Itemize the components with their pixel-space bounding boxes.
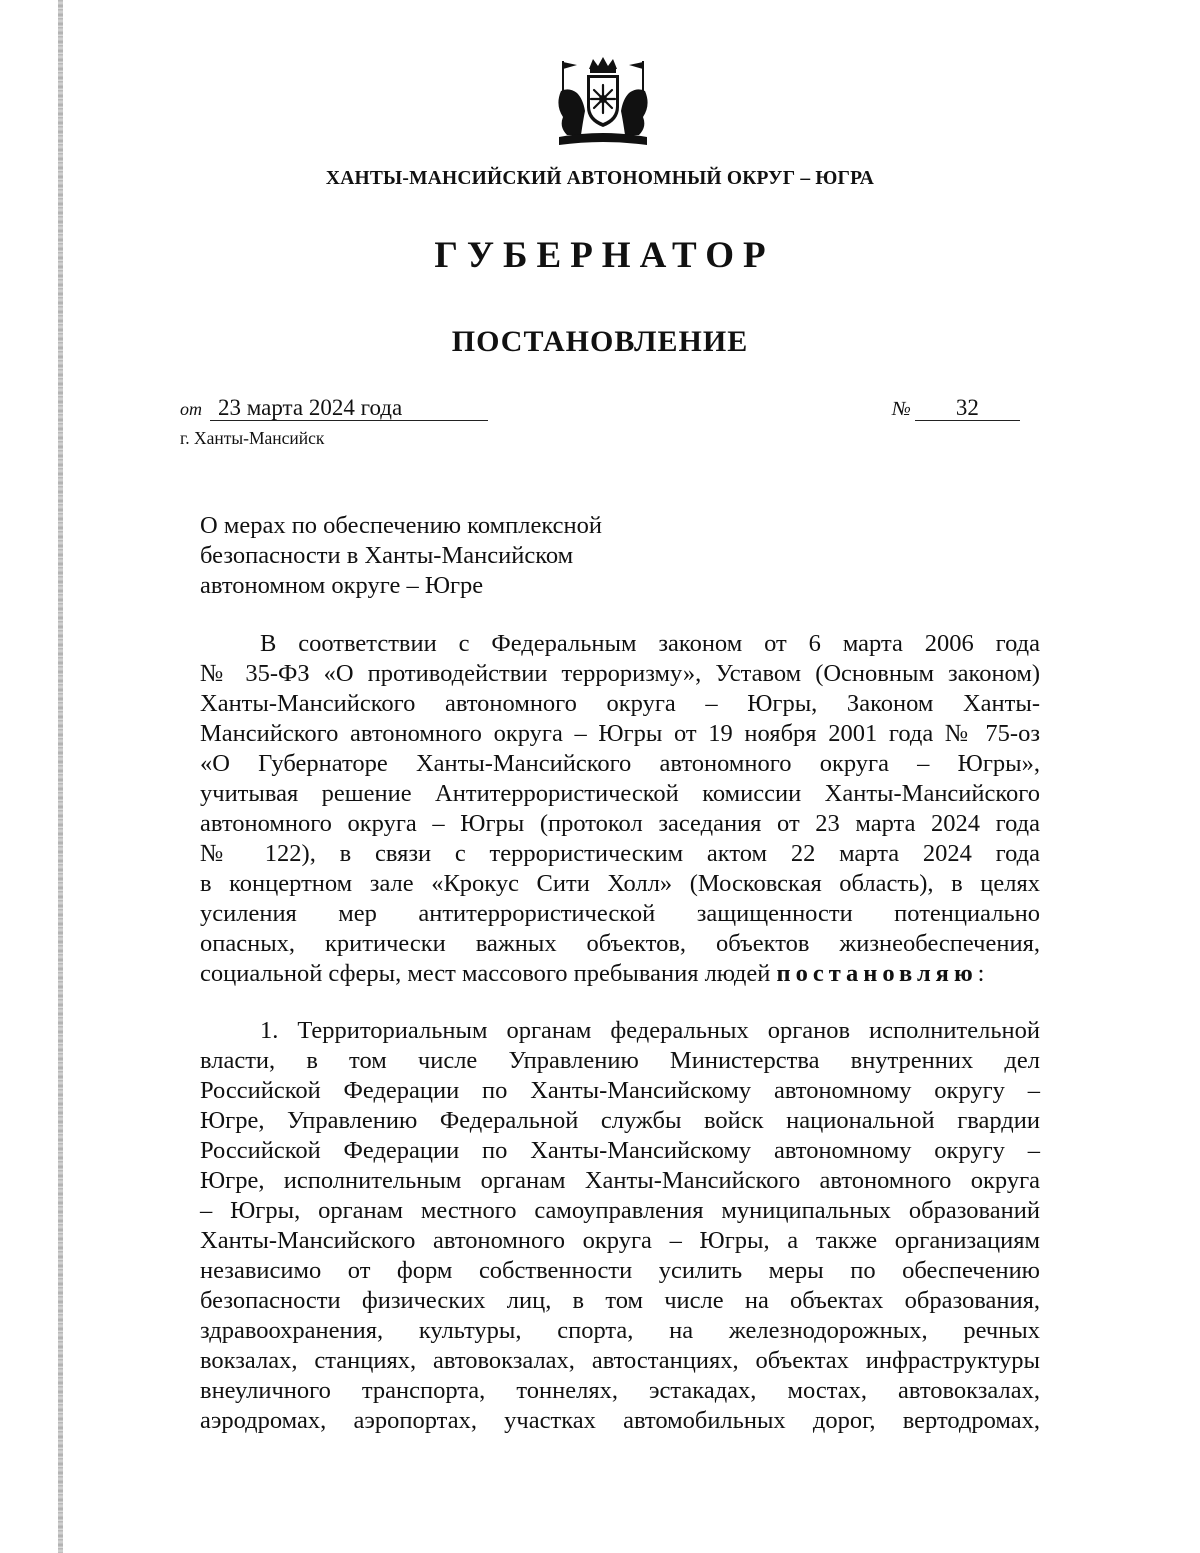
text-line: опасных, критически важных объектов, объектов жизнеобеспечения, <box>200 930 1040 957</box>
text-line: в концертном зале «Крокус Сити Холл» (Московская область), в целях <box>200 870 1040 897</box>
text-line: – Югры, органам местного самоуправления муниципальных образований <box>200 1197 1040 1224</box>
text-line: внеуличного транспорта, тоннелях, эстакадах, мостах, автовокзалах, <box>200 1377 1040 1404</box>
text-line: автономного округа – Югры (протокол заседания от 23 марта 2024 года <box>200 810 1040 837</box>
decree-line <box>200 959 1040 989</box>
text-line: Югре, Управлению Федеральной службы войск национальной гвардии <box>200 1107 1040 1134</box>
text-line: Ханты-Мансийского автономного округа – Югры, Законом Ханты- <box>200 690 1040 717</box>
text-line: социальной сферы, мест массового пребывания людей <box>200 960 771 987</box>
text-line: В соответствии с Федеральным законом от 6 марта 2006 года <box>260 630 1040 657</box>
document-date-line <box>180 395 488 421</box>
decree-word: постановляю <box>776 960 978 987</box>
document-subject <box>200 511 602 601</box>
document-type-heading: ПОСТАНОВЛЕНИЕ <box>451 325 749 358</box>
text-line: «О Губернаторе Ханты-Мансийского автономного округа – Югры», <box>200 750 1040 777</box>
text-line: Российской Федерации по Ханты-Мансийскому автономному округу – <box>200 1077 1040 1104</box>
scan-edge-shadow <box>58 0 63 1553</box>
text-line: власти, в том числе Управлению Министерства внутренних дел <box>200 1047 1040 1074</box>
text-line: Российской Федерации по Ханты-Мансийскому автономному округу – <box>200 1137 1040 1164</box>
subject-line: автономном округе – Югре <box>200 572 484 599</box>
preamble-paragraph <box>200 629 1040 989</box>
text-line: № 35-ФЗ «О противодействии терроризму», Уставом (Основным законом) <box>200 660 1040 687</box>
document-number-line <box>892 395 1020 421</box>
text-line: безопасности физических лиц, в том числе на объектах образования, <box>200 1287 1040 1314</box>
subject-line: безопасности в Ханты-Мансийском <box>200 542 574 569</box>
text-line: аэродромах, аэропортах, участках автомобильных дорог, вертодромах, <box>200 1407 1040 1434</box>
text-line: Югре, исполнительным органам Ханты-Мансийского автономного округа <box>200 1167 1040 1194</box>
text-line: Ханты-Мансийского автономного округа – Югры, а также организациям <box>200 1227 1040 1254</box>
text-line: № 122), в связи с террористическим актом 22 марта 2024 года <box>200 840 1040 867</box>
document-number: 32 <box>915 396 1020 421</box>
coat-of-arms-emblem <box>553 55 653 147</box>
subject-line: О мерах по обеспечению комплексной <box>200 512 602 539</box>
decree-punctuation: : <box>977 960 985 987</box>
document-date: 23 марта 2024 года <box>210 396 488 421</box>
text-line: здравоохранения, культуры, спорта, на железнодорожных, речных <box>200 1317 1040 1344</box>
number-sign: № <box>892 398 911 420</box>
clause-1-paragraph <box>200 1016 1040 1436</box>
authority-title: ГУБЕРНАТОР <box>434 235 775 276</box>
text-line: усиления мер антитеррористической защищенности потенциально <box>200 900 1040 927</box>
region-title: ХАНТЫ-МАНСИЙСКИЙ АВТОНОМНЫЙ ОКРУГ – ЮГРА <box>325 168 875 189</box>
text-line: 1. Территориальным органам федеральных органов исполнительной <box>260 1017 1040 1044</box>
text-line: учитывая решение Антитеррористической комиссии Ханты-Мансийского <box>200 780 1040 807</box>
text-line: вокзалах, станциях, автовокзалах, автостанциях, объектах инфраструктуры <box>200 1347 1040 1374</box>
date-prefix: от <box>180 399 202 419</box>
text-line: независимо от форм собственности усилить меры по обеспечению <box>200 1257 1040 1284</box>
text-line: Мансийского автономного округа – Югры от 19 ноября 2001 года № 75-оз <box>200 720 1040 747</box>
issue-city: г. Ханты-Мансийск <box>180 428 325 448</box>
